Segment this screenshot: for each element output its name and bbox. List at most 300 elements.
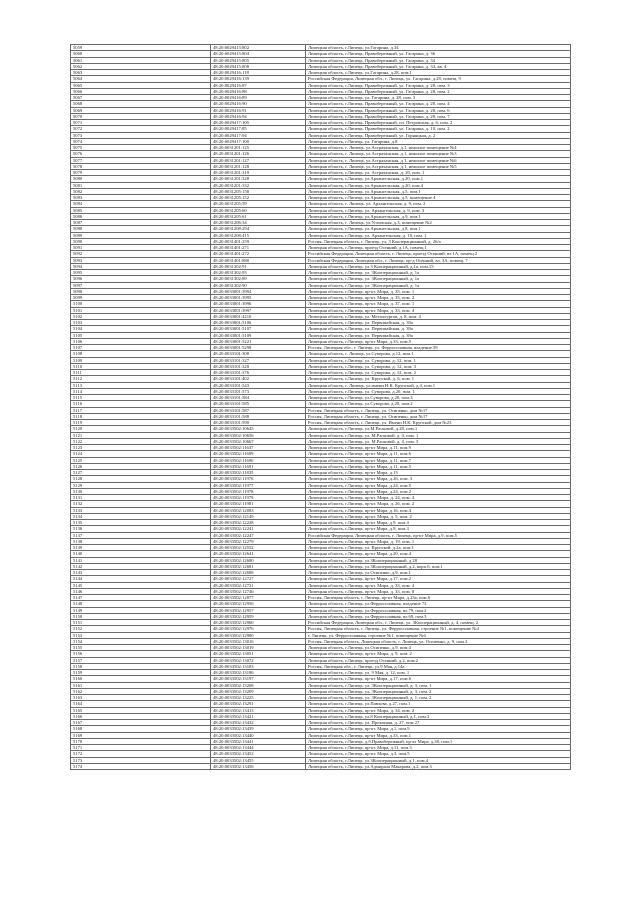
row-number-cell: 5144	[71, 576, 211, 582]
row-number-cell: 5097	[71, 282, 211, 288]
address-cell: Липецкая область, г. Липецк, ул.имени Н.К. Крупской, д.4, пом.1	[306, 382, 571, 388]
cadastral-number-cell: 48:20:0033101:402	[211, 376, 306, 382]
row-number-cell: 5112	[71, 376, 211, 382]
row-number-cell: 5108	[71, 351, 211, 357]
address-cell: Россия, Липецкая область, г. Липецк, ул. Имени Н.К. Крупской, дом №23	[306, 420, 571, 426]
row-number-cell: 5102	[71, 313, 211, 319]
cadastral-number-cell: 48:20:0029415:808	[211, 63, 306, 69]
row-number-cell: 5171	[71, 745, 211, 751]
row-number-cell: 5061	[71, 57, 211, 63]
cadastral-number-cell: 48:20:0033101:376	[211, 370, 306, 376]
row-number-cell: 5172	[71, 751, 211, 757]
address-cell: Липецкая область, г.Липецк, пр-кт. Мира, д.3, пом.5	[306, 751, 571, 757]
address-cell: Липецкая область, г.Липецк, пр-кт Мира, д.11, пом.9	[306, 445, 571, 451]
address-cell: Липецкая область, г.Липецк, ул. Суворова, д. 12, пом. 2	[306, 370, 571, 376]
cadastral-number-cell: 48:20:0033502:12960	[211, 620, 306, 626]
row-number-cell: 5088	[71, 226, 211, 232]
address-cell: Липецкая область, г.Липецк, ул. М.Расковой, д. 4, пом. 3	[306, 438, 571, 444]
row-number-cell: 5068	[71, 101, 211, 107]
cadastral-number-cell: 48:20:0033502:13413	[211, 707, 306, 713]
row-number-cell: 5168	[71, 726, 211, 732]
row-number-cell: 5117	[71, 407, 211, 413]
address-cell: Липецкая область, г.Липецк, ул. 3Кооперационный, д. 1а	[306, 270, 571, 276]
row-number-cell: 5109	[71, 357, 211, 363]
cadastral-number-cell: 48:20:0033502:12731	[211, 582, 306, 588]
address-cell: Липецкая область, г. Липецк, ул.Астраханская, д.1, нежилое помещение №3	[306, 151, 571, 157]
cadastral-number-cell: 48:20:0031201:328	[211, 176, 306, 182]
row-number-cell: 5095	[71, 270, 211, 276]
cadastral-number-cell: 48:20:0031201:126	[211, 151, 306, 157]
row-number-cell: 5147	[71, 595, 211, 601]
row-number-cell: 5084	[71, 201, 211, 207]
row-number-cell: 5158	[71, 663, 211, 669]
address-cell: Липецкая область, г.Липецк, пр-кт Мира, д.33, пом.5	[306, 338, 571, 344]
row-number-cell: 5096	[71, 276, 211, 282]
cadastral-number-cell: 48:20:0033101:585	[211, 401, 306, 407]
address-cell: Липецкая область, г.Липецк, Правобережный, ул. Гагарина, д. 28, пом. 3	[306, 82, 571, 88]
address-cell: Липецкая область, г.Липецк, пр-кт. Мира, д. 34, пом. 2	[306, 707, 571, 713]
cadastral-number-cell: 48:20:0031401:272	[211, 251, 306, 257]
address-cell: Липецкая область, г.Липецк, пр-кт. Мира, д. 37, пом. 1	[306, 301, 571, 307]
address-cell: Липецкая область, г. Липецк, ул. Архангельская, д. 9, пом. 2	[306, 201, 571, 207]
address-cell: Липецкая область, г.Липецк, ул.Суворова, д.20, пом.3	[306, 395, 571, 401]
cadastral-number-cell: 48:20:0033001:5107	[211, 326, 306, 332]
address-cell: Липецкая область, г.Липецк, ул.3Кооперационный, д.1, пом.4	[306, 757, 571, 763]
cadastral-number-cell: 48:20:0029416:139	[211, 76, 306, 82]
cadastral-number-cell: 48:20:0033502:13421	[211, 713, 306, 719]
address-cell: Липецкая область, г.Липецк, ул. Крупской, д.2а, пом.1	[306, 545, 571, 551]
row-number-cell: 5077	[71, 157, 211, 163]
cadastral-number-cell: 48:20:0033502:13441	[211, 738, 306, 744]
cadastral-number-cell: 48:20:0029416:89	[211, 95, 306, 101]
address-cell: Липецкая область, г.Липецк, пр-кт Мира, д.13	[306, 470, 571, 476]
address-cell: Липецкая область, г.Липецк, ул.Гагарина, д.34	[306, 45, 571, 51]
row-number-cell: 5122	[71, 438, 211, 444]
cadastral-number-cell: 48:20:0033502:12149	[211, 513, 306, 519]
row-number-cell: 5118	[71, 413, 211, 419]
cadastral-number-cell: 48:20:0031201:319	[211, 170, 306, 176]
cadastral-number-cell: 48:20:0029416:88	[211, 88, 306, 94]
address-cell: Липецкая область, г.Липецк, ул.Архангельская, д.9, пом.1	[306, 213, 571, 219]
cadastral-number-cell: 48:20:0031205:158	[211, 188, 306, 194]
address-cell: Российская Федерация, Липецкая область, г. Липецк, пр-кт Мира, д.9, пом.5	[306, 532, 571, 538]
cadastral-number-cell: 48:20:0031302:91	[211, 263, 306, 269]
cadastral-number-cell: 48:20:0033502:13225	[211, 695, 306, 701]
address-cell: Липецкая область, г.Липецк, ул.3Кооперационный, д.2, корп.6, пом.1	[306, 563, 571, 569]
row-number-cell: 5069	[71, 107, 211, 113]
address-cell: Липецкая область, г.Липецк, пр-кт. Мира, д. 35, пом. 1	[306, 288, 571, 294]
row-number-cell: 5081	[71, 182, 211, 188]
cadastral-number-cell: 48:20:0033502:11977	[211, 482, 306, 488]
row-number-cell: 5089	[71, 232, 211, 238]
address-cell: Липецкая область, г.Липецк, ул. Гагарина, д.8	[306, 138, 571, 144]
address-cell: Липецкая область, г.Липецк, пр-кт. Мира, д.1, пом.9	[306, 726, 571, 732]
cadastral-number-cell: 48:20:0033502:13452	[211, 751, 306, 757]
address-cell: Липецкая область, г.Липецк, Правобережный, ул. Горняцкая, д. 2	[306, 132, 571, 138]
row-number-cell: 5128	[71, 476, 211, 482]
cadastral-number-cell: 48:20:0033001:5106	[211, 320, 306, 326]
cadastral-number-cell: 48:20:0031205:61	[211, 213, 306, 219]
address-cell: Российская Федерация, Липецкая обл., г. Липецк, ул. 3Кооперационный, д. 4, помещ. 2	[306, 620, 571, 626]
cadastral-number-cell: 48:20:0033502:12688	[211, 570, 306, 576]
cadastral-number-cell: 48:20:0033001:5109	[211, 332, 306, 338]
row-number-cell: 5099	[71, 295, 211, 301]
address-cell: Липецкая область, г.Липецк, ул. Астраханская, д. 20, пом. 1	[306, 170, 571, 176]
cadastral-number-cell: 48:20:0031201:128	[211, 163, 306, 169]
row-number-cell: 5059	[71, 45, 211, 51]
cadastral-number-cell: 48:20:0029416:90	[211, 101, 306, 107]
address-cell: Липецкая область, г.Липецк, пр-кт. Мира, д. 24, пом. 4	[306, 495, 571, 501]
row-number-cell: 5131	[71, 495, 211, 501]
cadastral-number-cell: 48:20:0029415:804	[211, 51, 306, 57]
cadastral-number-cell: 48:20:0033502:12681	[211, 563, 306, 569]
cadastral-number-cell: 48:20:0033502:13183	[211, 663, 306, 669]
row-number-cell: 5074	[71, 138, 211, 144]
address-cell: Липецкая область, г.Липецк, ул.3 Кооперационный, д.1а, пом.15	[306, 263, 571, 269]
cadastral-number-cell: 48:20:0033101:588	[211, 413, 306, 419]
cadastral-number-cell: 48:20:0033502:13440	[211, 732, 306, 738]
row-number-cell: 5156	[71, 651, 211, 657]
row-number-cell: 5149	[71, 607, 211, 613]
address-cell: Липецкая область, г.Липецк, ул.3Кооперационный, д.28	[306, 557, 571, 563]
cadastral-number-cell: 48:20:0033502:12641	[211, 551, 306, 557]
cadastral-number-cell: 48:20:0031302:90	[211, 282, 306, 288]
address-cell: Липецкая область, г.Липецк, ул. 3Кооперационный, д. 3, пом. 1	[306, 682, 571, 688]
address-cell: Липецкая область, г.Липецк, пр-кт Мира, д.26, пом. 3	[306, 476, 571, 482]
cadastral-number-cell: 48:20:0031206:34	[211, 220, 306, 226]
address-cell: Липецкая область, г.Липецк, ул.М.Расковой, д.28, пом.1	[306, 426, 571, 432]
row-number-cell: 5137	[71, 532, 211, 538]
row-number-cell: 5161	[71, 682, 211, 688]
row-number-cell: 5076	[71, 151, 211, 157]
cadastral-number-cell: 48:20:0033502:12956	[211, 601, 306, 607]
address-cell: Липецкая область, г.Липецк, Правобережный, ул. Гагарина, д. 34	[306, 57, 571, 63]
row-number-cell: 5060	[71, 51, 211, 57]
address-cell: Липецкая область, г.Липецк, ул.8 Кооперационный, д.1, пом.3	[306, 713, 571, 719]
address-cell: Россия, Липецкая обл., г. Липецк, ул.9 Мая, д.14а	[306, 663, 571, 669]
cadastral-number-cell: 48:20:0033001:3997	[211, 307, 306, 313]
row-number-cell: 5133	[71, 507, 211, 513]
cadastral-number-cell: 48:20:0033101:573	[211, 388, 306, 394]
row-number-cell: 5166	[71, 713, 211, 719]
cadastral-number-cell: 48:20:0033101:328	[211, 363, 306, 369]
row-number-cell: 5093	[71, 257, 211, 263]
cadastral-number-cell: 48:20:0033001:4210	[211, 313, 306, 319]
address-cell: Липецкая область, г.Липецк, проезд Осенний, д.2, пом.2	[306, 657, 571, 663]
address-cell: Липецкая область, г.Липецк, ул. Первомайская, д. 39а	[306, 332, 571, 338]
address-cell: Липецкая область, г.Липецк, ул. Суворова, д. 12, пом. 3	[306, 363, 571, 369]
row-number-cell: 5160	[71, 676, 211, 682]
cadastral-number-cell: 48:20:0033101:543	[211, 382, 306, 388]
address-cell: Липецкая область, г.Липецк, Правобережный, ул. Гагарина, д. 34, кв. 4	[306, 63, 571, 69]
address-cell: Липецкая область, г.Липецк, ул. М.Расковой, д. 4, пом. 1	[306, 432, 571, 438]
cadastral-number-cell: 48:20:0033101:587	[211, 407, 306, 413]
address-cell: Липецкая область, г. Липецк, ул.Суворова, д.12, пом.1	[306, 351, 571, 357]
cadastral-number-cell: 48:20:0033502:10667	[211, 438, 306, 444]
row-number-cell: 5123	[71, 445, 211, 451]
row-number-cell: 5130	[71, 488, 211, 494]
address-cell: Липецкая область, г.Липецк, ул. Архангельская, д. 10, пом. 1	[306, 232, 571, 238]
row-number-cell: 5092	[71, 251, 211, 257]
address-cell: Россия, Липецкая область, г. Липецк, ул. Осипенко, дом №17	[306, 407, 571, 413]
row-number-cell: 5094	[71, 263, 211, 269]
table-row	[71, 763, 571, 769]
cadastral-number-cell: 48:20:0033502:13051	[211, 651, 306, 657]
address-cell: Липецкая область, г.Липецк, пр-кт Мира, д.11, пом.5	[306, 463, 571, 469]
address-cell: Липецкая область, г.Липецк, пр-кт Мира, д.17, пом.6	[306, 676, 571, 682]
address-cell: Липецкая область, г.Липецк, пр-кт Мира, д.17, пом.2	[306, 576, 571, 582]
address-cell: Россия, Липецкая область, г. Липецк, ул. Ферросплавная, строение №1, помещение №4	[306, 626, 571, 632]
row-number-cell: 5085	[71, 207, 211, 213]
row-number-cell: 5119	[71, 420, 211, 426]
address-cell: Липецкая область, г.Липецк, пр-кт Мира, д.16, пом.4	[306, 507, 571, 513]
row-number-cell: 5140	[71, 551, 211, 557]
cadastral-number-cell: 48:20:0031205:152	[211, 195, 306, 201]
row-number-cell: 5103	[71, 320, 211, 326]
cadastral-number-cell: 48:20:0029416:91	[211, 107, 306, 113]
row-number-cell: 5120	[71, 426, 211, 432]
row-number-cell: 5091	[71, 245, 211, 251]
address-cell: Липецкая область, г.Липецк, Правобережный, ул. Гагарина, д. 10, пом. 2	[306, 126, 571, 132]
cadastral-number-cell: 48:20:0029417:94	[211, 132, 306, 138]
address-cell: Липецкая область, г.Липецк, пр-кт Мира, д.9, пом.3	[306, 526, 571, 532]
cadastral-number-cell: 48:20:0033502:12727	[211, 576, 306, 582]
cadastral-number-cell: 48:20:0031401:271	[211, 245, 306, 251]
cadastral-number-cell: 48:20:0033502:11978	[211, 488, 306, 494]
cadastral-number-cell: 48:20:0033502:11835	[211, 470, 306, 476]
row-number-cell: 5072	[71, 126, 211, 132]
row-number-cell: 5162	[71, 688, 211, 694]
address-cell: Российская Федерация, Липецкая область, г. Липецк, проезд Осенний, вл.1А, помещ.2	[306, 251, 571, 257]
row-number-cell: 5107	[71, 345, 211, 351]
row-number-cell: 5141	[71, 557, 211, 563]
cadastral-number-cell: 48:20:0029417:100	[211, 138, 306, 144]
address-cell: Липецкая область, г.Липецк, пр-кт. Мира, д. 19, пом. 1	[306, 538, 571, 544]
cadastral-number-cell: 48:20:0033502:12877	[211, 595, 306, 601]
address-cell: Липецкая область, г.Липецк, ул. Архангельская, д. 9, пом. 3	[306, 207, 571, 213]
address-cell: Липецкая область, г.Липецк, пр-кт Мира, д.33, пом.1	[306, 732, 571, 738]
row-number-cell: 5073	[71, 132, 211, 138]
address-cell: Россия, Липецкая область, Липецкая область, г. Липецк, ул. Осипенко, д. 9, пом.3	[306, 638, 571, 644]
cadastral-number-cell: 48:20:0033101:584	[211, 395, 306, 401]
row-number-cell: 5135	[71, 520, 211, 526]
address-cell: Россия, Липецкая область, г. Липецк, ул. 3 Кооперационный, д. 26/а	[306, 238, 571, 244]
address-cell: Липецкая область, г.Липецк, ул. Суворова, д.20, пом. 1	[306, 388, 571, 394]
row-number-cell: 5066	[71, 88, 211, 94]
cadastral-number-cell: 48:20:0033502:12680	[211, 557, 306, 563]
row-number-cell: 5101	[71, 307, 211, 313]
address-cell: Липецкая область, г.Липецк, ул. Первомайская, д. 39а	[306, 326, 571, 332]
row-number-cell: 5105	[71, 332, 211, 338]
cadastral-number-cell: 48:20:0033502:13208	[211, 682, 306, 688]
address-cell: Липецкая область, г.Липецк, пр-кт Мира, д.24, пом.5	[306, 482, 571, 488]
cadastral-number-cell: 48:20:0033502:12247	[211, 532, 306, 538]
cadastral-number-cell: 48:20:0031201:332	[211, 182, 306, 188]
address-cell: Липецкая область, г. Липецк, ул.Астраханская, д.1, нежилое помещение №5	[306, 163, 571, 169]
cadastral-number-cell: 48:20:0031205:60	[211, 207, 306, 213]
row-number-cell: 5151	[71, 620, 211, 626]
address-cell: Российская Федерация, Липецкая обл., г. Липецк, ул. Гагарина, д.28, помещ. 9	[306, 76, 571, 82]
cadastral-number-cell: 48:20:0033502:12083	[211, 507, 306, 513]
row-number-cell: 5115	[71, 395, 211, 401]
cadastral-number-cell: 48:20:0033502:12980	[211, 632, 306, 638]
row-number-cell: 5173	[71, 757, 211, 763]
cadastral-number-cell: 48:20:0033502:12228	[211, 520, 306, 526]
cadastral-number-cell: 48:20:0029417:105	[211, 120, 306, 126]
cadastral-number-cell: 48:20:0031208:415	[211, 232, 306, 238]
address-cell: Липецкая область, г.Липецк, пр-кт. Мира, д. 5, пом. 2	[306, 513, 571, 519]
cadastral-number-cell: 48:20:0033502:12957	[211, 607, 306, 613]
address-cell: Липецкая область, г.Липецк, ул.Архангельская, д.8, пом.1	[306, 226, 571, 232]
cadastral-number-cell: 48:20:0033001:3994	[211, 288, 306, 294]
row-number-cell: 5083	[71, 195, 211, 201]
row-number-cell: 5163	[71, 695, 211, 701]
cadastral-number-cell: 48:20:0029415:802	[211, 45, 306, 51]
row-number-cell: 5132	[71, 501, 211, 507]
row-number-cell: 5148	[71, 601, 211, 607]
address-cell: Липецкая область, г.Липецк, пр-кт. Мира, д. 33, пом. 4	[306, 307, 571, 313]
row-number-cell: 5062	[71, 63, 211, 69]
address-cell: Липецкая область, г.Липецк, ул.Ферросплавная, вл.69, пом.3	[306, 613, 571, 619]
address-cell: Липецкая область, г.Липецк, ул.Ферросплавная, вл.79, пом.2	[306, 607, 571, 613]
cadastral-number-cell: 48:20:0031201:127	[211, 157, 306, 163]
cadastral-number-cell: 48:20:0033502:11690	[211, 457, 306, 463]
address-cell: Липецкая область, г. Липецк, ул.Астраханская, д.1, нежилое помещение №6	[306, 157, 571, 163]
row-number-cell: 5145	[71, 582, 211, 588]
cadastral-table	[70, 44, 571, 770]
row-number-cell: 5154	[71, 638, 211, 644]
table-body	[71, 45, 571, 770]
cadastral-number-cell: 48:20:0031205:59	[211, 201, 306, 207]
address-cell: Липецкая область, г.Липецк, Правобережный, пл. Петровская, д. 6, пом. 2	[306, 120, 571, 126]
row-number-cell: 5098	[71, 288, 211, 294]
row-number-cell: 5113	[71, 382, 211, 388]
address-cell: Липецкая область, г.Липецк, пр-кт. Мира, д. 26, пом. 2	[306, 501, 571, 507]
row-number-cell: 5129	[71, 482, 211, 488]
row-number-cell: 5165	[71, 707, 211, 713]
row-number-cell: 5063	[71, 70, 211, 76]
cadastral-number-cell: 48:20:0033001:5298	[211, 345, 306, 351]
address-cell: г. Липецк, ул. Ферросплавная, строение №1, помещение №6	[306, 632, 571, 638]
address-cell: Липецкая область, г.Липецк, пр-кт. Мира, д.11, пом.3	[306, 745, 571, 751]
row-number-cell: 5116	[71, 401, 211, 407]
row-number-cell: 5126	[71, 463, 211, 469]
cadastral-number-cell: 48:20:0033502:11691	[211, 463, 306, 469]
address-cell: Российская Федерация, Липецкая обл., г. Липецк, пр-д Осенний, вл. 3А, помещ. 7	[306, 257, 571, 263]
address-cell: Липецкая область, г.Липецк, ул. Первомайская, д. 39а	[306, 320, 571, 326]
address-cell: Липецкая область, г.Липецк, ул.Павлова, д.27, пом.1	[306, 701, 571, 707]
row-number-cell: 5079	[71, 170, 211, 176]
address-cell: Липецкая область, г.Липецк, ул. 3Кооперационный, д. 1а	[306, 282, 571, 288]
cadastral-number-cell: 48:20:0033502:13456	[211, 763, 306, 769]
row-number-cell: 5150	[71, 613, 211, 619]
address-cell: Липецкая область, г.Липецк, ул.Суворова, д.20, пом.2	[306, 401, 571, 407]
cadastral-number-cell: 48:20:0033502:11981	[211, 501, 306, 507]
cadastral-number-cell: 48:20:0033502:10645	[211, 426, 306, 432]
address-cell: Липецкая область, г.Липецк, ул.Архангельская, д.5, помещение 4	[306, 195, 571, 201]
address-cell: Липецкая область, г.Липецк, пр-кт. Мира, д. 35, пом. 2	[306, 295, 571, 301]
address-cell: Липецкая область, г.Липецк, ул. Гагарина, д. 28, пом. 3	[306, 95, 571, 101]
address-cell: Липецкая область, г.Липецк, ул.Адмирала Макарова, д.2, пом.3	[306, 763, 571, 769]
row-number-cell: 5155	[71, 645, 211, 651]
row-number-cell: 5169	[71, 732, 211, 738]
address-cell: Липецкая область, г.Липецк, ул. Прокатная, д. 27, пом 27	[306, 720, 571, 726]
address-cell: Липецкая область, г.Липецк, Правобережный, ул. Гагарина, д. 28, пом. 2	[306, 88, 571, 94]
address-cell: Липецкая область, г.Липецк, пр-кт Мира, д.11, пом.6	[306, 451, 571, 457]
address-cell: Россия, Липецкая область, г. Липецк, ул. Осипенко, дом №17	[306, 413, 571, 419]
cadastral-number-cell: 48:20:0029416:118	[211, 70, 306, 76]
address-cell: Липецкая область, г.Липецк, ул. 3Кооперационный, д. 3, пом. 2	[306, 688, 571, 694]
cadastral-number-cell: 48:20:0033502:13291	[211, 701, 306, 707]
address-cell: Липецкая область, г.Липецк, проезд Осенний, д.1А, помещ.1	[306, 245, 571, 251]
address-cell: Липецкая область, г.Липецк, ул. Крупской, д. 6, пом. 1	[306, 376, 571, 382]
row-number-cell: 5071	[71, 120, 211, 126]
row-number-cell: 5106	[71, 338, 211, 344]
cadastral-number-cell: 48:20:0033502:13072	[211, 657, 306, 663]
cadastral-number-cell: 48:20:0033502:11689	[211, 451, 306, 457]
row-number-cell: 5078	[71, 163, 211, 169]
address-cell: Липецкая область, г.Липецк, ул. 9 Мая, д. 12, пом. 1	[306, 670, 571, 676]
address-cell: Липецкая область, г. Липецк, ул.Астраханская, д.1, нежилое помещение №4	[306, 145, 571, 151]
address-cell: Липецкая область, г.Липецк, ул.Гагарина, д.28, пом.1	[306, 70, 571, 76]
cadastral-number-cell: 48:20:0033001:3995	[211, 295, 306, 301]
cadastral-number-cell: 48:20:0033101:327	[211, 357, 306, 363]
address-cell: Липецкая область, г.Липецк, Правобережный, ул. Гагарина, д. 36	[306, 51, 571, 57]
address-cell: Липецкая область, г.Липецк, пр-кт Мира, д.11, пом.7	[306, 457, 571, 463]
cadastral-number-cell: 48:20:0033001:3996	[211, 301, 306, 307]
row-number-cell: 5121	[71, 432, 211, 438]
cadastral-number-cell: 48:20:0033502:11637	[211, 445, 306, 451]
row-number-cell: 5104	[71, 326, 211, 332]
row-number-cell: 5075	[71, 145, 211, 151]
address-cell: Липецкая область, г.Липецк, пр-кт Мира, д.9, пом.4	[306, 520, 571, 526]
row-number-cell: 5125	[71, 457, 211, 463]
row-number-cell: 5142	[71, 563, 211, 569]
row-number-cell: 5146	[71, 588, 211, 594]
cadastral-number-cell: 48:20:0031208:294	[211, 226, 306, 232]
address-cell: Липецкая область, г.Липецк, Правобережный, ул. Гагарина, д. 28, пом. 6	[306, 107, 571, 113]
address-cell: Россия, Липецкая обл., г. Липецк, ул. Ферросплавная, владение 39	[306, 345, 571, 351]
cadastral-number-cell: 48:20:0033001:5221	[211, 338, 306, 344]
cadastral-number-cell: 48:20:0033502:12746	[211, 588, 306, 594]
cadastral-number-cell: 48:20:0033502:12241	[211, 526, 306, 532]
row-number-cell: 5086	[71, 213, 211, 219]
address-cell: Липецкая область, г.Липецк, ул. 3Кооперационный, д. 1а	[306, 276, 571, 282]
row-number-cell: 5138	[71, 538, 211, 544]
row-number-cell: 5065	[71, 82, 211, 88]
address-cell: Липецкая область, г.Липецк, ул.Архангельская, д.20, пом.1	[306, 176, 571, 182]
cadastral-number-cell: 48:20:0033502:13186	[211, 670, 306, 676]
row-number-cell: 5153	[71, 632, 211, 638]
cadastral-number-cell: 48:20:0033502:12959	[211, 613, 306, 619]
row-number-cell: 5114	[71, 388, 211, 394]
row-number-cell: 5100	[71, 301, 211, 307]
cadastral-number-cell: 48:20:0031302:93	[211, 270, 306, 276]
row-number-cell: 5087	[71, 220, 211, 226]
cadastral-number-cell: 48:20:0029417:85	[211, 126, 306, 132]
cadastral-number-cell: 48:20:0033101:590	[211, 420, 306, 426]
row-number-cell: 5111	[71, 370, 211, 376]
cadastral-number-cell: 48:20:0033502:13197	[211, 676, 306, 682]
cadastral-number-cell: 48:20:0033502:13209	[211, 688, 306, 694]
row-number-cell: 5127	[71, 470, 211, 476]
cadastral-number-cell: 48:20:0033502:13439	[211, 726, 306, 732]
cadastral-number-cell: 48:20:0033502:12279	[211, 538, 306, 544]
cadastral-number-cell: 48:20:0033502:13432	[211, 720, 306, 726]
row-number-cell: 5110	[71, 363, 211, 369]
cadastral-number-cell: 48:20:0033502:12976	[211, 626, 306, 632]
row-number-cell: 5170	[71, 738, 211, 744]
